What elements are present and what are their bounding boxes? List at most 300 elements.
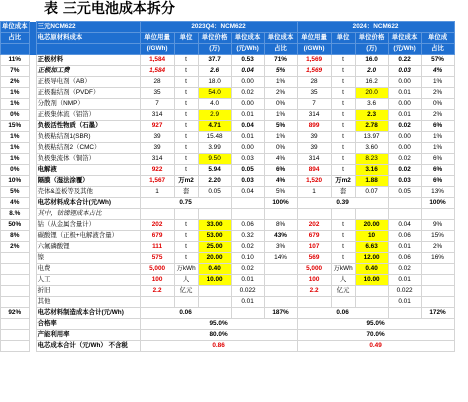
table-cell: 0.00	[231, 99, 264, 110]
table-cell: 0.32	[231, 231, 264, 242]
column-header: 单位价格	[198, 33, 231, 44]
table-cell	[421, 286, 454, 297]
table-cell: 0.01	[388, 88, 421, 99]
name-header: 电芯原材料成本	[36, 33, 140, 44]
column-gap	[29, 319, 36, 330]
left-col-header	[1, 44, 30, 55]
table-cell: 12.00	[355, 253, 388, 264]
table-cell: 35	[297, 88, 331, 99]
table-cell	[421, 275, 454, 286]
table-row	[1, 231, 455, 242]
table-cell: 0.01	[231, 297, 264, 308]
column-gap	[29, 253, 36, 264]
table-row	[1, 275, 455, 286]
table-cell	[264, 275, 297, 286]
table-cell: 16.2	[355, 77, 388, 88]
column-header: (/GWh)	[140, 44, 174, 55]
table-row	[1, 253, 455, 264]
table-cell	[421, 264, 454, 275]
summary-value-2024: 70.0%	[297, 330, 454, 341]
table-cell: 9.50	[198, 154, 231, 165]
row-label: 电费	[36, 264, 140, 275]
note-row	[1, 209, 455, 220]
table-cell: 5%	[264, 121, 297, 132]
table-cell: t	[331, 253, 355, 264]
name-header	[36, 44, 140, 55]
table-cell: 28	[297, 77, 331, 88]
summary-row	[1, 330, 455, 341]
table-cell: t	[331, 242, 355, 253]
column-gap	[29, 286, 36, 297]
table-cell: 套	[174, 187, 198, 198]
cost-table-area	[0, 21, 468, 402]
table-cell: 20.0	[355, 88, 388, 99]
table-cell: 0.03	[231, 154, 264, 165]
left-col-share: 11%	[1, 55, 30, 66]
table-cell: 0.02	[388, 264, 421, 275]
table-cell: 5%	[264, 187, 297, 198]
table-cell: 33.00	[198, 220, 231, 231]
left-col-share	[1, 330, 30, 341]
column-gap	[29, 132, 36, 143]
table-cell: 0.022	[231, 286, 264, 297]
table-cell: t	[331, 110, 355, 121]
left-col-share: 5%	[1, 187, 30, 198]
table-cell: 0%	[264, 143, 297, 154]
table-cell: 0.05	[198, 187, 231, 198]
table-cell: t	[174, 143, 198, 154]
table-cell: t	[174, 66, 198, 77]
row-label: 负极粘结剂2（CMC）	[36, 143, 140, 154]
table-row	[1, 77, 455, 88]
table-cell: t	[331, 55, 355, 66]
table-cell: 899	[297, 121, 331, 132]
left-col-share: 10%	[1, 176, 30, 187]
table-cell: 37.7	[198, 55, 231, 66]
table-cell: 16%	[421, 253, 454, 264]
table-cell: 万m2	[174, 176, 198, 187]
table-cell: t	[174, 253, 198, 264]
row-label: 负极粘结剂1(SBR)	[36, 132, 140, 143]
table-cell: t	[174, 99, 198, 110]
summary-row	[1, 341, 455, 352]
table-cell: 3.16	[355, 165, 388, 176]
table-cell	[231, 198, 264, 209]
table-cell	[331, 209, 355, 220]
column-gap	[29, 77, 36, 88]
column-gap	[29, 110, 36, 121]
column-gap	[29, 99, 36, 110]
table-cell: 2%	[264, 88, 297, 99]
column-gap	[29, 66, 36, 77]
table-cell: 100	[297, 275, 331, 286]
table-cell: 0.05	[231, 165, 264, 176]
column-gap	[29, 231, 36, 242]
table-cell: 2.6	[198, 66, 231, 77]
column-gap	[29, 55, 36, 66]
column-header: 单位用量	[140, 33, 174, 44]
total-share-2024: 100%	[421, 198, 454, 209]
table-row	[1, 132, 455, 143]
column-header: 单位价格	[355, 33, 388, 44]
table-row	[1, 66, 455, 77]
table-cell: 1%	[264, 132, 297, 143]
table-cell: 2%	[421, 88, 454, 99]
table-cell: 1,567	[140, 176, 174, 187]
table-cell	[140, 209, 174, 220]
row-label: 镍	[36, 253, 140, 264]
table-cell: 8%	[264, 220, 297, 231]
left-col-share: 8%	[1, 231, 30, 242]
row-label: 负极集流体（铜箔）	[36, 154, 140, 165]
total-value-2024: 0.06	[297, 308, 388, 319]
table-cell: 15%	[421, 231, 454, 242]
table-cell: 亿元	[331, 286, 355, 297]
summary-value-2023: 0.86	[140, 341, 297, 352]
table-cell: 0.00	[388, 77, 421, 88]
table-cell: 人	[331, 275, 355, 286]
table-cell: 0.06	[388, 253, 421, 264]
table-cell: 0.06	[388, 231, 421, 242]
group-header-2023: 2023Q4：NCM622	[140, 22, 297, 33]
table-cell: t	[331, 220, 355, 231]
table-cell: 13%	[421, 187, 454, 198]
table-cell	[421, 297, 454, 308]
column-header	[331, 44, 355, 55]
total-share-2023: 187%	[264, 308, 297, 319]
table-cell: 万kWh	[174, 264, 198, 275]
table-cell: 1,520	[297, 176, 331, 187]
total-share-2023: 100%	[264, 198, 297, 209]
left-col-header: 单位成本	[1, 22, 30, 33]
column-gap	[29, 308, 36, 319]
row-label: 电芯材料制造成本合计(元/Wh)	[36, 308, 140, 319]
table-cell: 0.03	[231, 176, 264, 187]
table-cell: 100	[140, 275, 174, 286]
table-row	[1, 121, 455, 132]
table-cell: t	[174, 121, 198, 132]
table-row	[1, 297, 455, 308]
table-cell: 922	[140, 165, 174, 176]
table-cell: 0.01	[231, 110, 264, 121]
table-cell: 0.03	[388, 66, 421, 77]
column-gap	[29, 275, 36, 286]
table-cell: 0.01	[388, 275, 421, 286]
table-row	[1, 187, 455, 198]
table-cell: 0.06	[231, 220, 264, 231]
table-cell: 6.63	[355, 242, 388, 253]
left-col-share: 1%	[1, 154, 30, 165]
table-cell: 0.00	[388, 132, 421, 143]
table-cell: 0.01	[388, 110, 421, 121]
table-cell: 0.40	[198, 264, 231, 275]
table-cell: 1%	[264, 77, 297, 88]
table-cell: 4%	[421, 66, 454, 77]
column-header: (元/Wh)	[231, 44, 264, 55]
subtotal-row-materials	[1, 198, 455, 209]
table-cell	[198, 209, 231, 220]
table-cell: t	[174, 88, 198, 99]
table-cell: 57%	[421, 55, 454, 66]
table-cell	[421, 209, 454, 220]
table-cell: t	[174, 132, 198, 143]
column-gap	[29, 264, 36, 275]
table-cell: 20.00	[198, 253, 231, 264]
column-gap	[29, 198, 36, 209]
table-cell: 0.00	[388, 99, 421, 110]
table-cell: 54.0	[198, 88, 231, 99]
table-cell: 亿元	[174, 286, 198, 297]
table-cell: 0.02	[388, 165, 421, 176]
note-label: 其中，钴镍锂成本占比	[36, 209, 140, 220]
table-cell: 0.01	[388, 297, 421, 308]
table-cell: 13.97	[355, 132, 388, 143]
row-label: 正极材料	[36, 55, 140, 66]
table-cell: 1%	[421, 77, 454, 88]
row-label: 合格率	[36, 319, 140, 330]
name-header: 三元NCM622	[36, 22, 140, 33]
left-col-share	[1, 275, 30, 286]
table-cell: 35	[140, 88, 174, 99]
column-header	[174, 44, 198, 55]
table-cell: 4%	[264, 154, 297, 165]
table-cell: 4%	[264, 176, 297, 187]
column-gap	[29, 22, 36, 33]
table-row	[1, 154, 455, 165]
table-cell	[140, 297, 174, 308]
column-header: 单位成本	[231, 33, 264, 44]
table-cell	[388, 209, 421, 220]
row-label: 六氟磷酸锂	[36, 242, 140, 253]
table-cell: 0.40	[355, 264, 388, 275]
subtotal-row-manufacturing	[1, 308, 455, 319]
table-cell: 0.00	[231, 77, 264, 88]
table-cell	[174, 297, 198, 308]
table-cell	[264, 297, 297, 308]
row-label: 碳酸锂（正极+电解液含量）	[36, 231, 140, 242]
left-col-share	[1, 341, 30, 352]
table-cell: 2.2	[140, 286, 174, 297]
table-cell: 1%	[421, 143, 454, 154]
table-cell: 0.04	[231, 66, 264, 77]
cost-breakdown-table	[0, 21, 455, 352]
table-cell: 2%	[421, 110, 454, 121]
table-cell: 0.022	[388, 286, 421, 297]
column-gap	[29, 176, 36, 187]
total-share-2024: 172%	[421, 308, 454, 319]
left-col-share	[1, 319, 30, 330]
table-cell: 107	[297, 242, 331, 253]
table-cell: 4.71	[198, 121, 231, 132]
table-cell: 575	[140, 253, 174, 264]
table-cell: 39	[297, 143, 331, 154]
left-col-share	[1, 264, 30, 275]
table-cell: 10	[355, 231, 388, 242]
table-cell: 111	[140, 242, 174, 253]
table-cell: 5,000	[140, 264, 174, 275]
table-cell: 1.88	[355, 176, 388, 187]
row-label: 电芯材料成本合计(元/Wh)	[36, 198, 140, 209]
header-row-columns	[1, 44, 455, 55]
table-cell: t	[331, 132, 355, 143]
column-gap	[29, 297, 36, 308]
left-col-share: 0%	[1, 110, 30, 121]
table-cell: 0%	[421, 99, 454, 110]
table-cell: 39	[140, 132, 174, 143]
left-col-share: 2%	[1, 77, 30, 88]
table-cell: 5%	[264, 66, 297, 77]
column-header: 占比	[264, 44, 297, 55]
table-cell: 16.0	[355, 55, 388, 66]
row-label: 隔膜（湿法涂覆）	[36, 176, 140, 187]
row-label: 壳体&盖板等及其他	[36, 187, 140, 198]
row-label: 负极活性物质（石墨）	[36, 121, 140, 132]
table-cell: t	[174, 154, 198, 165]
left-col-share: 8.%	[1, 209, 30, 220]
column-gap	[29, 187, 36, 198]
table-row	[1, 176, 455, 187]
table-cell: 3.60	[355, 143, 388, 154]
column-gap	[29, 341, 36, 352]
table-cell: t	[174, 220, 198, 231]
table-cell: 0.01	[231, 275, 264, 286]
column-gap	[29, 44, 36, 55]
left-col-share: 1%	[1, 88, 30, 99]
table-cell: 10.00	[198, 275, 231, 286]
table-cell	[231, 209, 264, 220]
table-cell: 0.22	[388, 55, 421, 66]
row-label: 产能利用率	[36, 330, 140, 341]
table-cell: 7	[297, 99, 331, 110]
column-header: 单位	[174, 33, 198, 44]
table-cell: t	[331, 143, 355, 154]
summary-value-2024: 0.49	[297, 341, 454, 352]
table-row	[1, 110, 455, 121]
table-cell: 7	[140, 99, 174, 110]
table-cell: 1,584	[140, 66, 174, 77]
table-cell: 28	[140, 77, 174, 88]
table-cell	[355, 209, 388, 220]
column-gap	[29, 242, 36, 253]
table-cell: 6%	[264, 165, 297, 176]
table-cell	[388, 198, 421, 209]
table-cell: 0.01	[388, 242, 421, 253]
table-cell: t	[331, 88, 355, 99]
table-cell	[174, 209, 198, 220]
table-cell: t	[331, 154, 355, 165]
table-cell	[297, 297, 331, 308]
table-cell: 1%	[421, 132, 454, 143]
table-cell	[297, 209, 331, 220]
column-header: 单位	[331, 33, 355, 44]
table-cell: 人	[174, 275, 198, 286]
column-gap	[29, 33, 36, 44]
row-label: 正极导电剂（AB）	[36, 77, 140, 88]
table-cell: 0.00	[388, 143, 421, 154]
header-row-columns	[1, 33, 455, 44]
row-label: 正极加工费	[36, 66, 140, 77]
table-cell: 万m2	[331, 176, 355, 187]
table-cell: 314	[297, 110, 331, 121]
table-cell: 15.48	[198, 132, 231, 143]
table-cell: 2.78	[355, 121, 388, 132]
table-cell: 14%	[264, 253, 297, 264]
table-cell: t	[174, 165, 198, 176]
table-cell: 0.02	[388, 154, 421, 165]
table-row	[1, 165, 455, 176]
table-cell: 6%	[421, 121, 454, 132]
column-gap	[29, 220, 36, 231]
table-cell: 2.0	[355, 66, 388, 77]
table-cell: 0.10	[231, 253, 264, 264]
table-cell: 4.0	[198, 99, 231, 110]
column-gap	[29, 143, 36, 154]
row-label: 电芯成本合计（元/Wh） 不含税	[36, 341, 140, 352]
column-gap	[29, 121, 36, 132]
row-label: 正极黏结剂（PVDF）	[36, 88, 140, 99]
table-cell: 314	[140, 110, 174, 121]
table-cell: 25.00	[198, 242, 231, 253]
table-cell: 894	[297, 165, 331, 176]
table-cell: 6%	[421, 176, 454, 187]
column-gap	[29, 209, 36, 220]
row-label: 钴（从金属含量计）	[36, 220, 140, 231]
table-cell: t	[331, 165, 355, 176]
table-cell: 0.53	[231, 55, 264, 66]
page-title: 表 三元电池成本拆分	[44, 1, 175, 17]
left-col-share	[1, 297, 30, 308]
table-cell: 43%	[264, 231, 297, 242]
column-header: 单位成	[421, 33, 454, 44]
table-cell: t	[331, 121, 355, 132]
table-cell: 0.02	[231, 88, 264, 99]
table-cell: t	[331, 231, 355, 242]
left-col-share: 50%	[1, 220, 30, 231]
table-cell: t	[331, 66, 355, 77]
header-row-groups	[1, 22, 455, 33]
column-header: 占比	[421, 44, 454, 55]
table-cell	[355, 297, 388, 308]
table-row	[1, 242, 455, 253]
column-gap	[29, 88, 36, 99]
summary-value-2023: 95.0%	[140, 319, 297, 330]
table-cell	[231, 308, 264, 319]
table-cell: 18.0	[198, 77, 231, 88]
row-label: 折旧	[36, 286, 140, 297]
table-row	[1, 143, 455, 154]
table-cell: 71%	[264, 55, 297, 66]
left-col-share: 4%	[1, 198, 30, 209]
table-cell: t	[331, 99, 355, 110]
left-col-share: 2%	[1, 242, 30, 253]
row-label: 人工	[36, 275, 140, 286]
table-cell: 1,569	[297, 66, 331, 77]
column-header: (万)	[198, 44, 231, 55]
table-cell: 0.04	[231, 121, 264, 132]
row-label: 分散剂（NMP）	[36, 99, 140, 110]
column-header: (/GWh)	[297, 44, 331, 55]
table-cell: 569	[297, 253, 331, 264]
group-header-2024: 2024：NCM622	[297, 22, 454, 33]
table-cell: t	[174, 231, 198, 242]
table-cell: t	[174, 77, 198, 88]
table-cell: 2.20	[198, 176, 231, 187]
table-cell: 10.00	[355, 275, 388, 286]
table-cell: 8.23	[355, 154, 388, 165]
table-cell: 3.99	[198, 143, 231, 154]
left-col-share	[1, 286, 30, 297]
table-cell: 314	[297, 154, 331, 165]
